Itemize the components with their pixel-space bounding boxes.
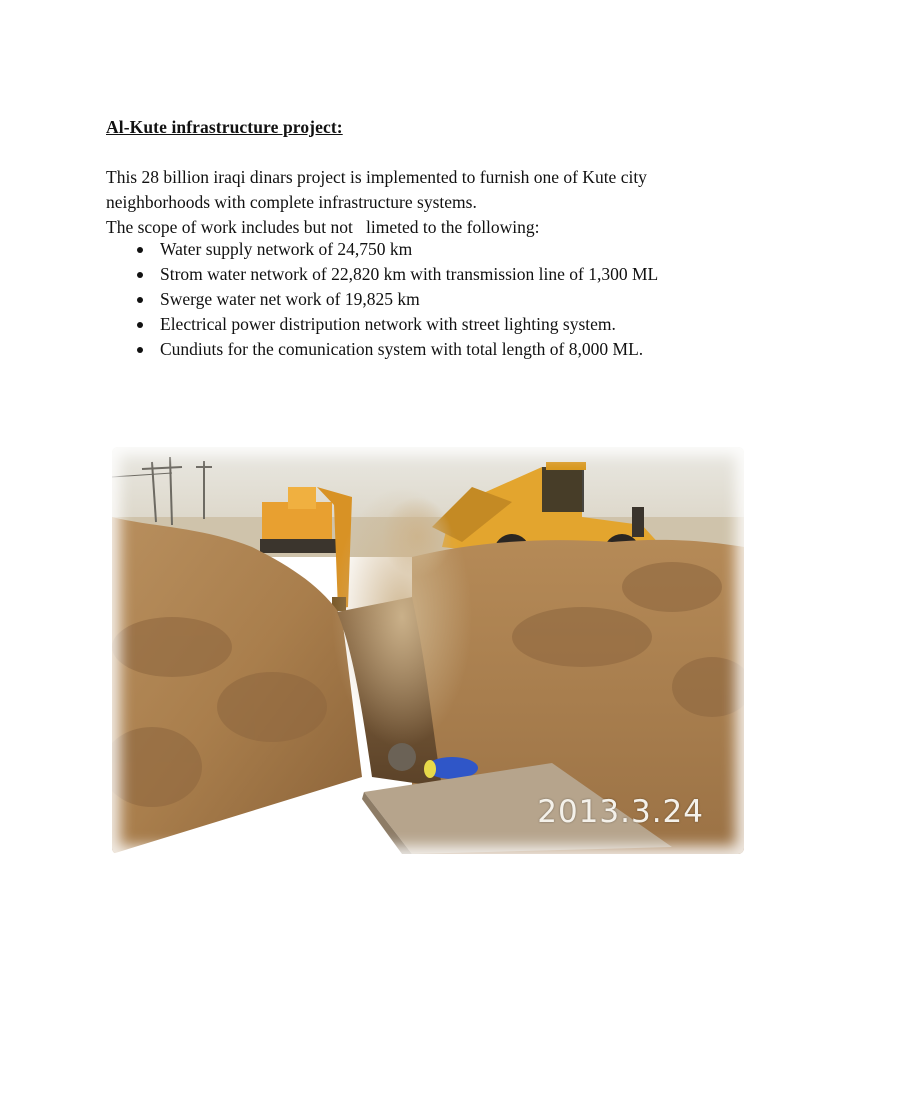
photo-date-stamp: 2013.3.24 <box>537 794 704 830</box>
bullet-icon <box>137 247 143 253</box>
scope-item-electrical <box>160 312 740 337</box>
worker-helmet <box>424 760 436 778</box>
scope-item-storm-water <box>160 262 740 287</box>
scope-item-label: Swerge water net work of 19,825 km <box>160 289 420 309</box>
scope-item-label: Cundiuts for the comunication system with total length of 8,000 ML. <box>160 339 644 359</box>
intro-paragraph-2: The scope of work includes but not limeted to the following: <box>106 217 540 237</box>
construction-photo <box>112 447 744 854</box>
intro-paragraph-1: This 28 billion iraqi dinars project is implemented to furnish one of Kute city neighborhoods with complete infrastructure systems. <box>106 167 647 212</box>
scope-item-label: Electrical power distripution network with street lighting system. <box>160 314 616 334</box>
scope-item-water-supply <box>160 237 740 262</box>
pipe <box>388 743 416 771</box>
bullet-icon <box>137 322 143 328</box>
scope-item-sewerage <box>160 287 740 312</box>
dust-cloud-top <box>382 497 452 577</box>
scope-item-communication <box>160 337 740 362</box>
scope-item-label: Water supply network of 24,750 km <box>160 239 413 259</box>
intro-text <box>106 165 746 240</box>
scope-list <box>160 237 740 362</box>
excavation-scene-illustration <box>112 447 744 854</box>
page-title: Al-Kute infrastructure project: <box>106 117 343 137</box>
bullet-icon <box>137 297 143 303</box>
bullet-icon <box>137 347 143 353</box>
scope-item-label: Strom water network of 22,820 km with transmission line of 1,300 ML <box>160 264 659 284</box>
bullet-icon <box>137 272 143 278</box>
